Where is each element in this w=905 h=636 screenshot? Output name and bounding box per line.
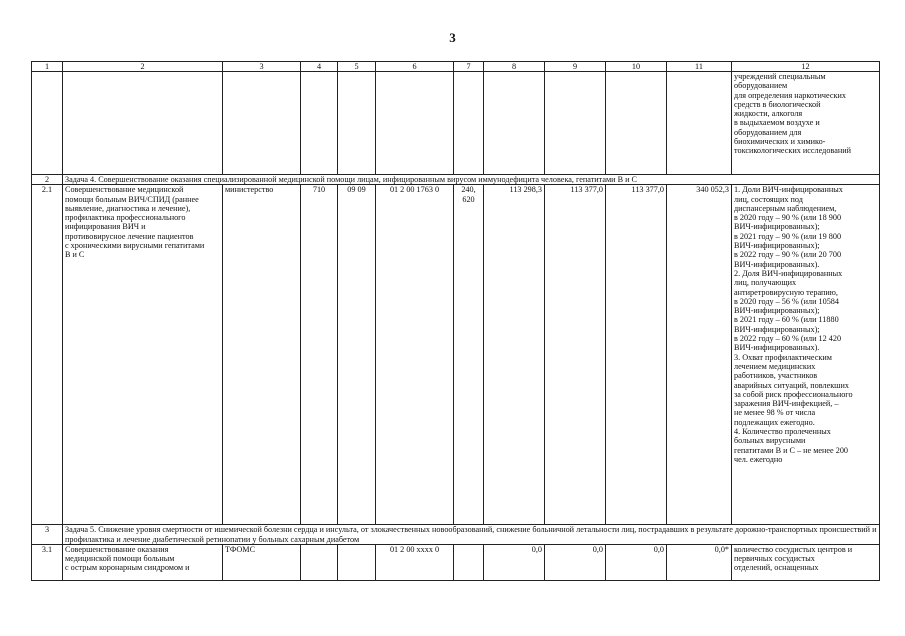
header-cell: 5: [338, 62, 376, 72]
header-cell: 1: [32, 62, 63, 72]
measure-number: 3.1: [32, 544, 63, 580]
budget-code: [301, 544, 338, 580]
header-cell: 10: [606, 62, 667, 72]
header-cell: 6: [376, 62, 454, 72]
table-cell: [484, 72, 545, 175]
header-cell: 9: [545, 62, 606, 72]
table-cell: [32, 72, 63, 175]
amount-2021: 0,0: [545, 544, 606, 580]
table-cell: [338, 72, 376, 175]
executor: ТФОМС: [223, 544, 301, 580]
table-cell: [667, 72, 732, 175]
table-cell: [376, 72, 454, 175]
measure-name: Совершенствование оказания медицинской помощи больным с острым коронарным синдромом и: [63, 544, 223, 580]
measure-row: [32, 185, 880, 525]
header-cell: 7: [454, 62, 484, 72]
indicator-cell: количество сосудистых центров и первичных сосудистых отделений, оснащенных: [732, 544, 880, 580]
task-row: [32, 525, 880, 545]
section-code: 09 09: [338, 185, 376, 525]
header-cell: 3: [223, 62, 301, 72]
program-table: [31, 61, 880, 581]
table-cell: [545, 72, 606, 175]
amount-2022: 113 377,0: [606, 185, 667, 525]
executor: министерство: [223, 185, 301, 525]
table-cell: [454, 72, 484, 175]
header-cell: 12: [732, 62, 880, 72]
table-cell: [223, 72, 301, 175]
indicator-cell: 1. Доли ВИЧ-инфицированных лиц, состоящих под диспансерным наблюдением, в 2020 году – 90 % (или 18 900 ВИЧ-инфицированных); в 2021 году – 90 % (или 19 800 ВИЧ-инфицированных); в 2022 году – 90 % (или 20 700 ВИЧ-инфицированных). 2. Доля ВИЧ-инфицированных лиц, получающих антиретровирусную терапию, в 2020 году – 56 % (или 10584 ВИЧ-инфицированных); в 2021 году – 60 % (или 11880 ВИЧ-инфицированных); в 2022 году – 60 % (или 12 420 ВИЧ-инфицированных). 3. Охват профилактическим лечением медицинских работников, участников аварийных ситуаций, повлекших за собой риск профессионального заражения ВИЧ-инфекцией, – не менее 98 % от числа подлежащих ежегодно. 4. Количество пролеченных больных вирусными гепатитами В и С – не менее 200 чел. ежегодно: [732, 185, 880, 525]
amount-2020: 0,0: [484, 544, 545, 580]
header-cell: 2: [63, 62, 223, 72]
header-cell: 11: [667, 62, 732, 72]
budget-code: 710: [301, 185, 338, 525]
amount-total: 340 052,3: [667, 185, 732, 525]
expense-type-code: 240, 620: [454, 185, 484, 525]
header-cell: 4: [301, 62, 338, 72]
table-cell: [63, 72, 223, 175]
amount-2022: 0,0: [606, 544, 667, 580]
section-code: [338, 544, 376, 580]
header-cell: 8: [484, 62, 545, 72]
page-number: 3: [449, 30, 456, 45]
continuation-row: [32, 72, 880, 175]
table-cell: [606, 72, 667, 175]
task-text: Задача 5. Снижение уровня смертности от ишемической болезни сердца и инсульта, от злокачественных новообразований, снижение больничной летальности лиц, пострадавших в результате дорожно-транспортных происшествий и профилактика и лечение диабетической ретинопатии у больных сахарным диабетом: [63, 525, 880, 545]
measure-row: [32, 544, 880, 580]
measure-number: 2.1: [32, 185, 63, 525]
task-row: [32, 175, 880, 185]
table-cell: [301, 72, 338, 175]
amount-total: 0,0*: [667, 544, 732, 580]
amount-2020: 113 298,3: [484, 185, 545, 525]
column-number-row: [32, 62, 880, 72]
task-number: 2: [32, 175, 63, 185]
task-text: Задача 4. Совершенствование оказания специализированной медицинской помощи лицам, инфицированным вирусом иммунодефицита человека, гепатитами В и С: [63, 175, 880, 185]
task-number: 3: [32, 525, 63, 545]
target-article-code: 01 2 00 хххх 0: [376, 544, 454, 580]
expense-type-code: [454, 544, 484, 580]
indicator-cell: учреждений специальным оборудованием для определения наркотических средств в биологической жидкости, алкоголя в выдыхаемом воздухе и оборудованием для биохимических и химико- токсикологических исследований: [732, 72, 880, 175]
measure-name: Совершенствование медицинской помощи больным ВИЧ/СПИД (раннее выявление, диагностика и лечение), профилактика профессионального инфицирования ВИЧ и противовирусное лечение пациентов с хроническими вирусными гепатитами В и С: [63, 185, 223, 525]
amount-2021: 113 377,0: [545, 185, 606, 525]
target-article-code: 01 2 00 1763 0: [376, 185, 454, 525]
